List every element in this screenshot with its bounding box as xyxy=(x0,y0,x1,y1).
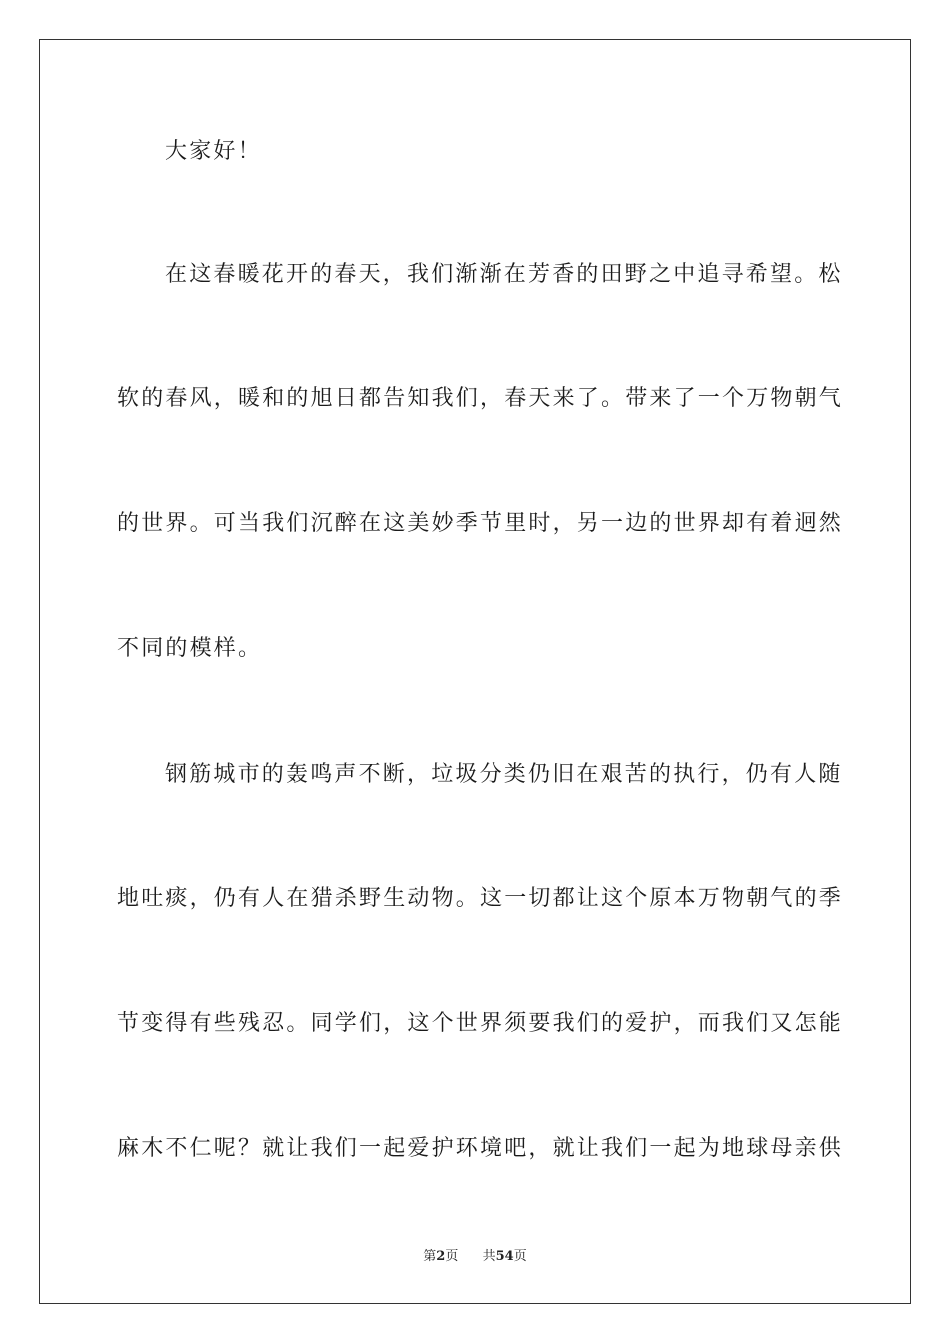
total-suffix: 页 xyxy=(513,1249,527,1264)
total-pages: 54 xyxy=(495,1249,514,1264)
paragraph-2-line-1: 钢筋城市的轰鸣声不断，垃圾分类仍旧在艰苦的执行，仍有人随 xyxy=(165,762,843,787)
paragraph-2-line-4: 麻木不仁呢？就让我们一起爱护环境吧，就让我们一起为地球母亲供 xyxy=(117,1136,844,1161)
paragraph-1-line-2: 软的春风，暖和的旭日都告知我们，春天来了。带来了一个万物朝气 xyxy=(117,386,844,411)
paragraph-2-line-3: 节变得有些残忍。同学们，这个世界须要我们的爱护，而我们又怎能 xyxy=(117,1011,844,1036)
page-number: 2 xyxy=(436,1249,446,1264)
page-frame xyxy=(39,39,911,1304)
page-footer xyxy=(0,1248,950,1266)
paragraph-1-line-4: 不同的模样。 xyxy=(117,636,263,661)
paragraph-1-line-3: 的世界。可当我们沉醉在这美妙季节里时，另一边的世界却有着迥然 xyxy=(117,511,844,536)
greeting-line: 大家好！ xyxy=(165,139,262,164)
paragraph-1-line-1: 在这春暖花开的春天，我们渐渐在芳香的田野之中追寻希望。松 xyxy=(165,262,843,287)
page-prefix: 第 xyxy=(423,1249,437,1264)
total-prefix: 共 xyxy=(482,1249,496,1264)
page-suffix: 页 xyxy=(445,1249,459,1264)
paragraph-2-line-2: 地吐痰，仍有人在猎杀野生动物。这一切都让这个原本万物朝气的季 xyxy=(117,886,844,911)
